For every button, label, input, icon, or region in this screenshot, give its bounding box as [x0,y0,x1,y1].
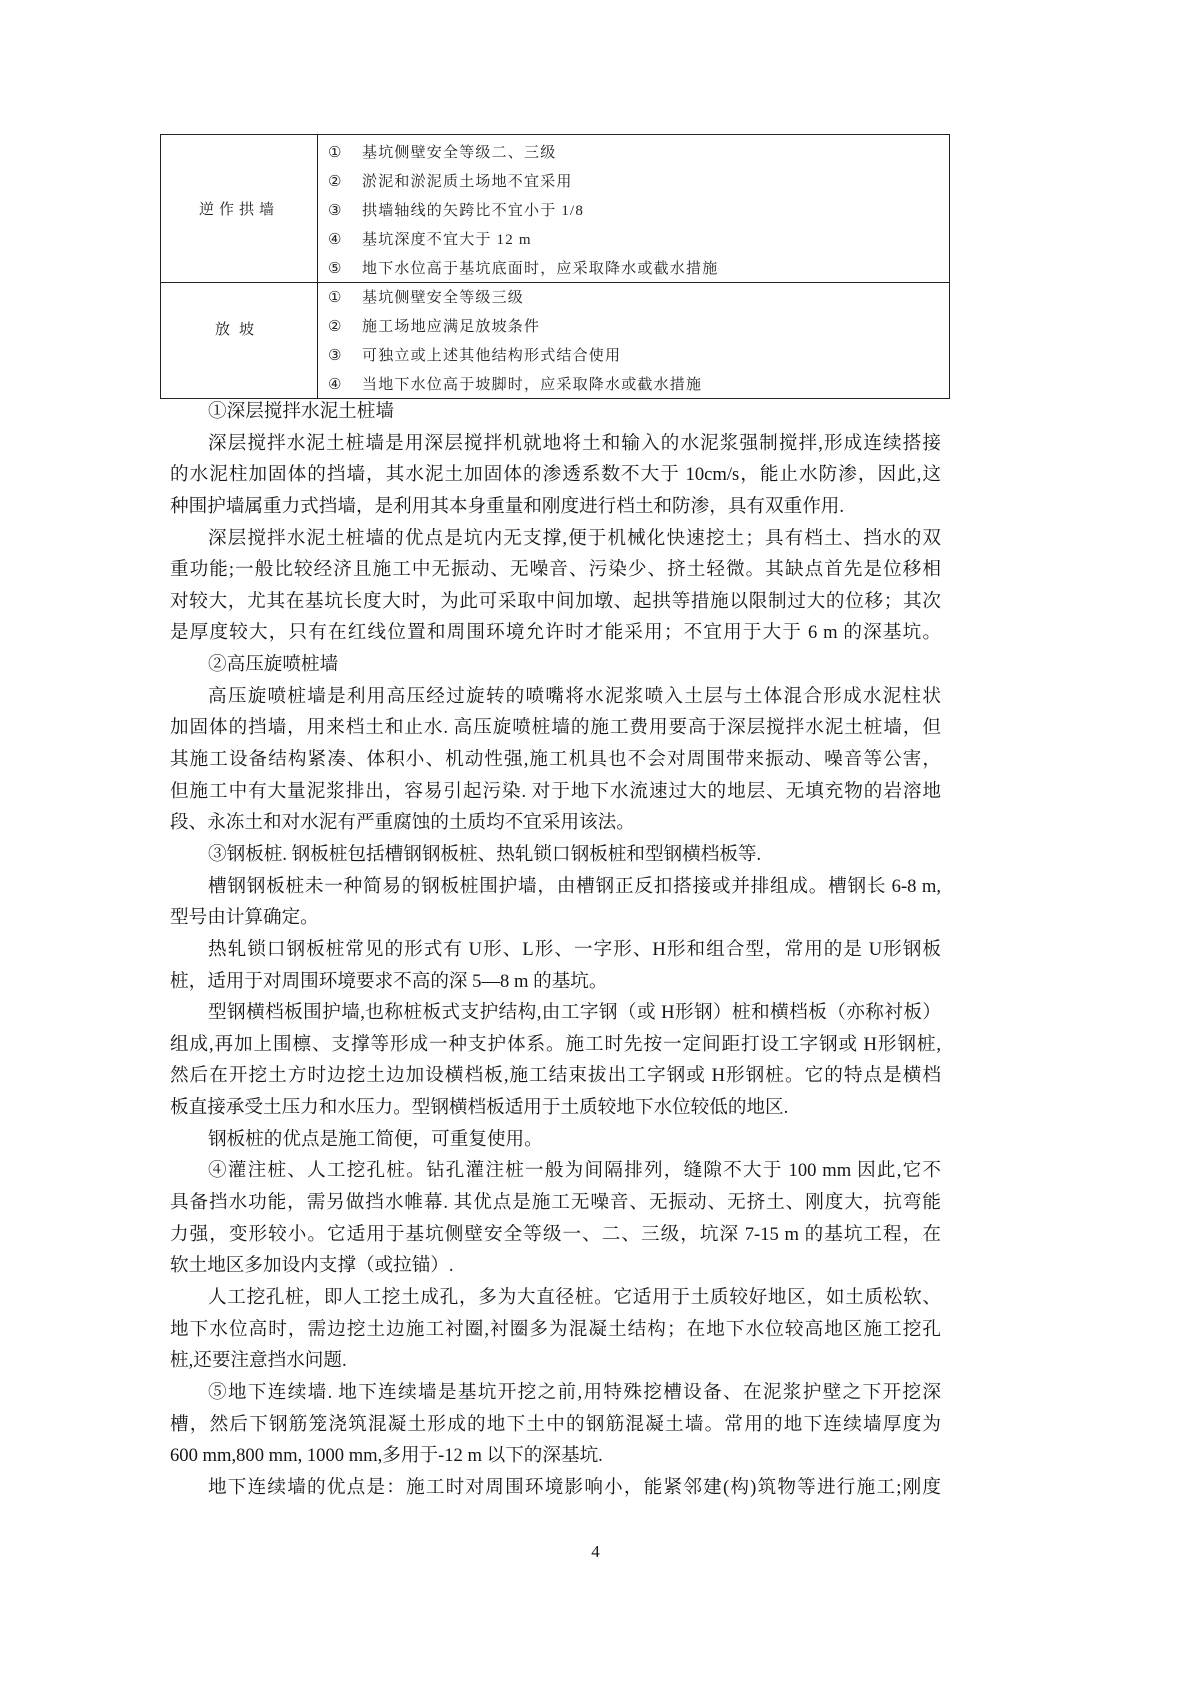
row-label: 放坡 [161,283,318,398]
paragraph-line: 型号由计算确定。 [170,907,319,929]
paragraph-line: 深层搅拌水泥土桩墙是用深层搅拌机就地将土和输入的水泥浆强制搅拌,形成连续搭接 [208,432,941,454]
paragraph [170,681,941,839]
item-number: ① [328,145,342,161]
item-text: 地下水位高于基坑底面时，应采取降水或截水措施 [362,261,719,277]
paragraph-line: 桩，适用于对周围环境要求不高的深 5—8 m 的基坑。 [170,970,608,992]
item-text: 基坑侧壁安全等级三级 [362,290,525,306]
paragraph [170,1472,941,1504]
document-body [170,396,941,1503]
paragraph-line: 种围护墙属重力式挡墙，是利用其本身重量和刚度进行档土和防渗，具有双重作用. [170,495,845,517]
item-number: ② [328,174,342,190]
item-number: ④ [328,377,342,393]
condition-item [328,255,949,284]
condition-item [328,197,949,226]
page-number: 4 [591,1542,600,1561]
paragraph [170,1282,941,1377]
paragraph [170,1377,941,1472]
paragraph-line: ⑤地下连续墙. 地下连续墙是基坑开挖之前,用特殊挖槽设备、在泥浆护壁之下开挖深 [208,1381,941,1403]
paragraph-line: 高压旋喷桩墙是利用高压经过旋转的喷嘴将水泥浆喷入土层与土体混合形成水泥柱状 [208,685,941,707]
paragraph-line: 板直接承受土压力和水压力。型钢横档板适用于土质较地下水位较低的地区. [170,1097,789,1119]
paragraph [170,523,941,650]
item-number: ⑤ [328,261,342,277]
condition-item [328,226,949,255]
item-number: ③ [328,203,342,219]
paragraph-line: 的水泥柱加固体的挡墙，其水泥土加固体的渗透系数不大于 10cm/s，能止水防渗，因此,这 [170,464,941,486]
paragraph-line: 然后在开挖土方时边挖土边加设横档板,施工结束拔出工字钢或 H形钢桩。它的特点是横档 [170,1065,941,1087]
paragraph [170,934,941,997]
paragraph [170,997,941,1124]
paragraph-line: 地下水位高时，需边挖土边施工衬圈,衬圈多为混凝土结构；在地下水位较高地区施工挖孔 [170,1318,941,1340]
paragraph-line: 600 mm,800 mm, 1000 mm,多用于-12 m 以下的深基坑. [170,1445,603,1467]
heading-line: ③钢板桩. 钢板桩包括槽钢钢板桩、热轧锁口钢板桩和型钢横档板等. [208,843,762,865]
row-conditions [318,283,949,398]
condition-item [328,168,949,197]
condition-item [328,139,949,168]
heading-line: ①深层搅拌水泥土桩墙 [208,401,394,422]
row-label: 逆作拱墙 [161,135,318,282]
paragraph-line: 对较大，尤其在基坑长度大时，为此可采取中间加墩、起拱等措施以限制过大的位移；其次 [170,590,941,612]
paragraph-line: 具备挡水功能，需另做挡水帷幕. 其优点是施工无噪音、无振动、无挤土、刚度大，抗弯能 [170,1192,941,1214]
paragraph-line: ④灌注桩、人工挖孔桩。钻孔灌注桩一般为间隔排列，缝隙不大于 100 mm 因此,它不 [208,1160,941,1182]
paragraph-line: 加固体的挡墙，用来档土和止水. 高压旋喷桩墙的施工费用要高于深层搅拌水泥土桩墙，但 [170,717,941,739]
paragraph-line: 力强，变形较小。它适用于基坑侧壁安全等级一、二、三级，坑深 7-15 m 的基坑工程，在 [170,1223,941,1245]
retaining-structure-table [160,134,950,399]
paragraph-line: 热轧锁口钢板桩常见的形式有 U形、L形、一字形、H形和组合型，常用的是 U形钢板 [208,938,941,960]
paragraph-line: 重功能;一般比较经济且施工中无振动、无噪音、污染少、挤土轻微。其缺点首先是位移相 [170,559,941,581]
heading-line: ②高压旋喷桩墙 [208,654,339,676]
paragraph [170,428,941,523]
paragraph-line: 但施工中有大量泥浆排出，容易引起污染. 对于地下水流速过大的地层、无填充物的岩溶地 [170,780,941,802]
item-number: ① [328,290,342,306]
paragraph-line: 型钢横档板围护墙,也称桩板式支护结构,由工字钢（或 H形钢）桩和横档板（亦称衬板） [208,1002,941,1024]
paragraph-line: 槽钢钢板桩未一种简易的钢板桩围护墙，由槽钢正反扣搭接或并排组成。槽钢长 6-8 m, [208,875,941,897]
table-row [161,135,949,283]
item-text: 当地下水位高于坡脚时，应采取降水或截水措施 [362,377,703,393]
paragraph [170,1124,941,1156]
item-number: ③ [328,348,342,364]
paragraph-line: 软土地区多加设内支撑（或拉锚）. [170,1255,454,1277]
paragraph-line: 是厚度较大，只有在红线位置和周围环境允许时才能采用；不宜用于大于 6 m 的深基坑。 [170,622,941,644]
paragraph [170,1155,941,1282]
item-text: 可独立或上述其他结构形式结合使用 [362,348,622,364]
item-text: 施工场地应满足放坡条件 [362,319,541,335]
condition-item [328,313,949,342]
condition-item [328,342,949,371]
item-text: 基坑侧壁安全等级二、三级 [362,145,557,161]
item-text: 拱墙轴线的矢跨比不宜小于 1/8 [362,203,585,219]
paragraph-line: 段、永冻土和对水泥有严重腐蚀的土质均不宜采用该法。 [170,812,635,834]
paragraph-line: 其施工设备结构紧凑、体积小、机动性强,施工机具也不会对周围带来振动、噪音等公害， [170,749,941,771]
paragraph-line: 深层搅拌水泥土桩墙的优点是坑内无支撑,便于机械化快速挖土；具有档土、挡水的双 [208,527,941,549]
condition-item [328,284,949,313]
section-heading [170,839,941,871]
item-text: 淤泥和淤泥质土场地不宜采用 [362,174,573,190]
row-conditions [318,135,949,282]
section-heading [170,649,941,681]
section-heading [170,396,941,428]
item-number: ② [328,319,342,335]
paragraph-line: 地下连续墙的优点是：施工时对周围环境影响小，能紧邻建(构)筑物等进行施工;刚度 [208,1476,941,1498]
paragraph-line: 钢板桩的优点是施工简便，可重复使用。 [208,1128,543,1150]
paragraph-line: 桩,还要注意挡水问题. [170,1350,347,1372]
paragraph-line: 槽，然后下钢筋笼浇筑混凝土形成的地下土中的钢筋混凝土墙。常用的地下连续墙厚度为 [170,1413,941,1435]
item-number: ④ [328,232,342,248]
item-text: 基坑深度不宜大于 12 m [362,232,532,248]
paragraph-line: 组成,再加上围檩、支撑等形成一种支护体系。施工时先按一定间距打设工字钢或 H形钢桩, [170,1033,941,1055]
table-row [161,283,949,398]
paragraph [170,871,941,934]
paragraph-line: 人工挖孔桩，即人工挖土成孔，多为大直径桩。它适用于土质较好地区，如土质松软、 [208,1286,941,1308]
